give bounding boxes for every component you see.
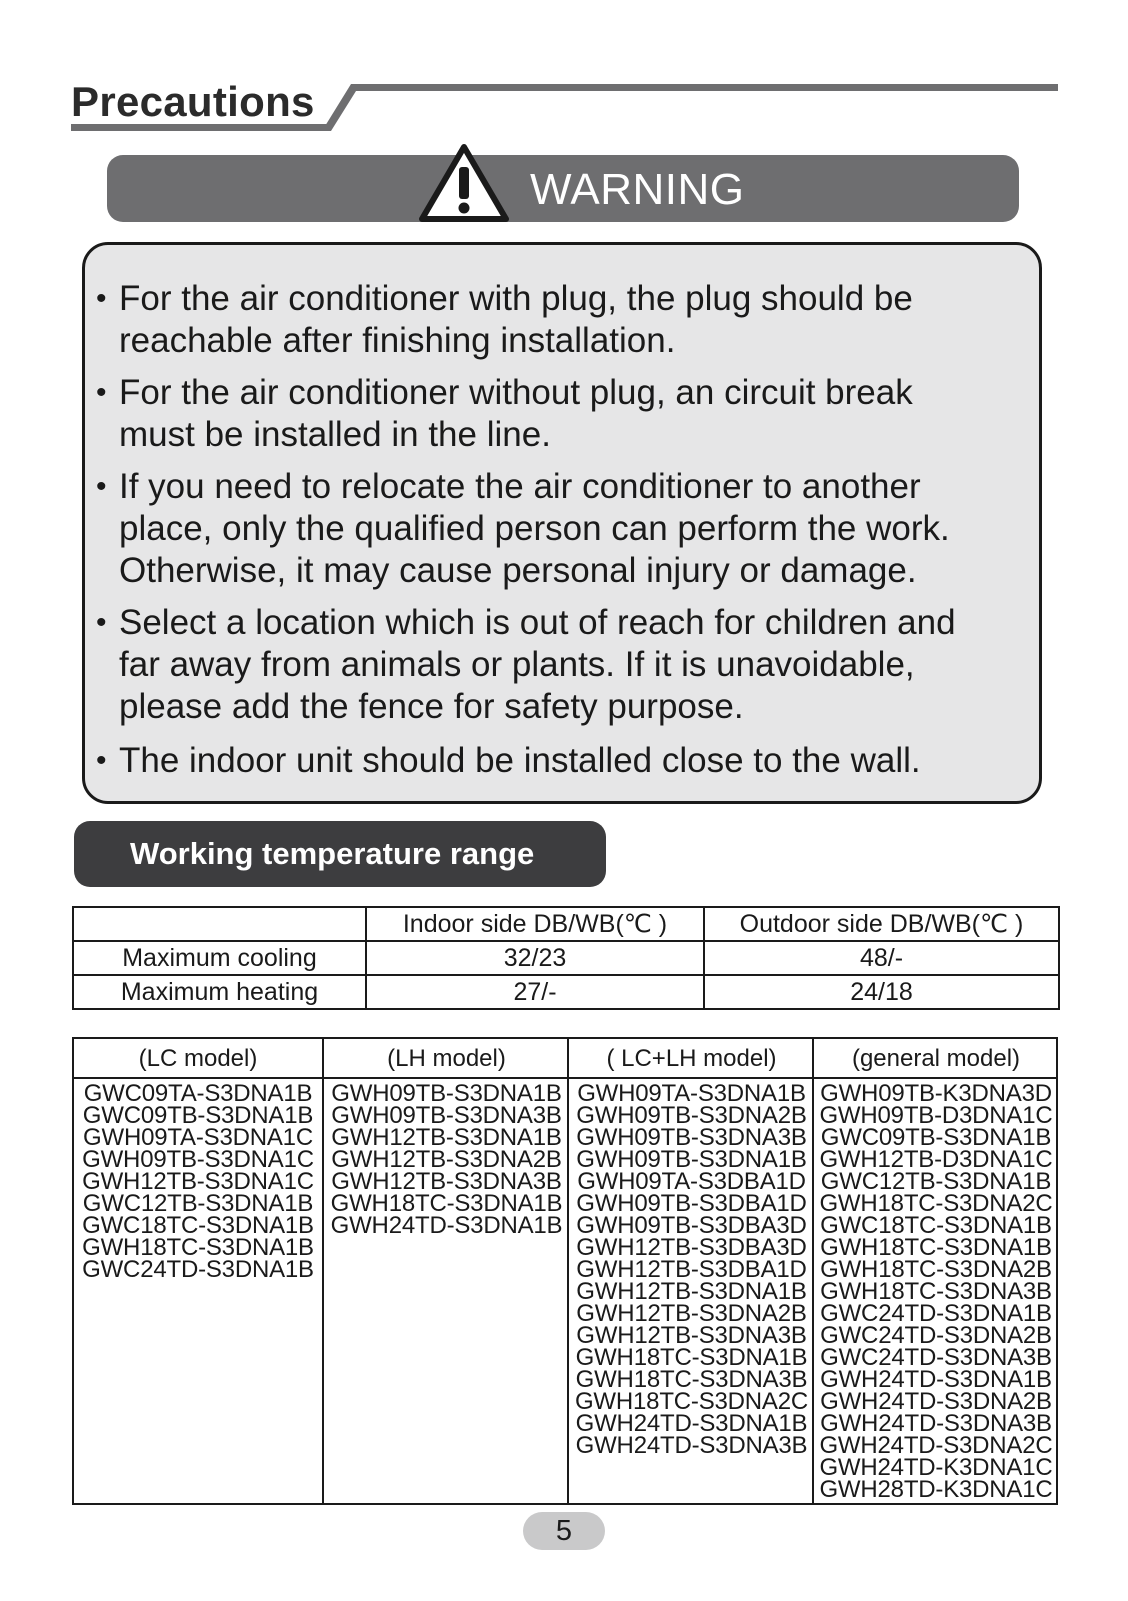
model-list-item: GWC18TC-S3DNA1B <box>820 1212 1052 1239</box>
model-list-item: GWH18TC-S3DNA2C <box>819 1190 1053 1217</box>
model-list-item: GWH09TA-S3DBA1D <box>577 1168 806 1195</box>
model-list-item: GWH24TD-S3DNA1B <box>820 1366 1052 1393</box>
model-list-item: GWH12TB-S3DNA1C <box>82 1168 314 1195</box>
model-list-item: GWH24TD-S3DNA2C <box>819 1432 1053 1459</box>
bullet-dot: • <box>96 282 107 315</box>
warning-item <box>96 740 1036 782</box>
model-list-item: GWH12TB-D3DNA1C <box>819 1146 1053 1173</box>
model-list-item: GWH24TD-K3DNA1C <box>819 1454 1053 1481</box>
model-list-item: GWH12TB-S3DNA1B <box>576 1278 807 1305</box>
temperature-table <box>72 906 1060 1010</box>
model-list-item: GWC09TA-S3DNA1B <box>83 1080 313 1107</box>
model-column-header: (LC model) <box>138 1045 258 1072</box>
model-list <box>569 1080 814 1459</box>
model-list-item: GWH18TC-S3DNA3B <box>820 1278 1052 1305</box>
table-header-cell: Indoor side DB/WB(℃ ) <box>366 907 704 941</box>
model-list-item: GWH09TA-S3DNA1B <box>577 1080 806 1107</box>
model-list-item: GWC24TD-S3DNA3B <box>820 1344 1052 1371</box>
model-list-item: GWH09TA-S3DNA1C <box>83 1124 313 1151</box>
model-list-item: GWH09TB-K3DNA3D <box>820 1080 1052 1107</box>
model-list-item: GWH18TC-S3DNA3B <box>575 1366 808 1393</box>
model-list-item: GWC09TB-S3DNA1B <box>82 1102 314 1129</box>
model-list-item: GWH09TB-S3DNA1B <box>576 1146 807 1173</box>
model-list-item: GWH09TB-S3DNA1C <box>82 1146 314 1173</box>
model-table <box>72 1037 1058 1505</box>
table-cell: Maximum heating <box>73 975 366 1009</box>
model-list-item: GWH09TB-S3DNA2B <box>576 1102 807 1129</box>
warning-item <box>96 278 1036 362</box>
model-list-item: GWH09TB-D3DNA1C <box>819 1102 1053 1129</box>
table-header-row <box>73 907 1059 941</box>
model-list-item: GWC18TC-S3DNA1B <box>82 1212 314 1239</box>
warning-item-text: For the air conditioner with plug, the plug should be reachable after finishing installation. <box>119 279 913 360</box>
model-list-item: GWH24TD-S3DNA3B <box>575 1432 808 1459</box>
model-column <box>322 1039 569 1503</box>
model-list-item: GWH18TC-S3DNA2C <box>574 1388 809 1415</box>
model-list-item: GWH18TC-S3DNA1B <box>820 1234 1052 1261</box>
warning-item <box>96 372 1036 456</box>
table-row <box>73 975 1059 1009</box>
model-list-item: GWC09TB-S3DNA1B <box>820 1124 1052 1151</box>
model-list-item: GWH18TC-S3DNA1B <box>575 1344 808 1371</box>
model-list-item: GWC12TB-S3DNA1B <box>82 1190 314 1217</box>
model-list-item: GWH12TB-S3DNA3B <box>576 1322 807 1349</box>
section-heading: Working temperature range <box>130 836 535 871</box>
bullet-dot: • <box>96 376 107 409</box>
model-list <box>814 1080 1058 1503</box>
model-list-item: GWC24TD-S3DNA2B <box>820 1322 1052 1349</box>
model-list-item: GWH09TB-S3DNA3B <box>576 1124 807 1151</box>
table-cell: Maximum cooling <box>73 941 366 975</box>
model-list-item: GWH12TB-S3DBA3D <box>576 1234 807 1261</box>
warning-item-text: If you need to relocate the air conditioner to another place, only the qualified person can perform the work. Otherwise, it may cause personal injury or damage. <box>119 467 950 590</box>
model-list-item: GWH09TB-S3DBA3D <box>576 1212 807 1239</box>
model-list-item: GWH18TC-S3DNA1B <box>82 1234 314 1261</box>
model-column-header: ( LC+LH model) <box>606 1045 777 1072</box>
model-list-item: GWH24TD-S3DNA3B <box>820 1410 1052 1437</box>
model-list-item: GWH12TB-S3DNA2B <box>331 1146 562 1173</box>
model-list-item: GWH12TB-S3DNA2B <box>576 1300 807 1327</box>
model-column <box>567 1039 814 1503</box>
model-list <box>324 1080 569 1239</box>
model-list-item: GWH09TB-S3DNA1B <box>331 1080 562 1107</box>
table-cell: 32/23 <box>366 941 704 975</box>
model-list-item: GWH12TB-S3DNA3B <box>331 1168 562 1195</box>
table-row <box>73 941 1059 975</box>
model-list-item: GWH12TB-S3DBA1D <box>576 1256 807 1283</box>
model-list-item: GWH12TB-S3DNA1B <box>331 1124 562 1151</box>
table-cell: 27/- <box>366 975 704 1009</box>
model-list-item: GWC24TD-S3DNA1B <box>820 1300 1052 1327</box>
table-cell: 48/- <box>704 941 1059 975</box>
bullet-dot: • <box>96 744 107 777</box>
warning-item-text: Select a location which is out of reach for children and far away from animals or plants. If it is unavoidable, please add the fence for safety purpose. <box>119 603 956 726</box>
model-list-item: GWH24TD-S3DNA1B <box>575 1410 808 1437</box>
warning-item-text: The indoor unit should be installed close to the wall. <box>119 741 921 780</box>
table-header-cell <box>73 907 366 941</box>
page-title: Precautions <box>71 78 315 125</box>
model-column-header: (LH model) <box>387 1045 506 1072</box>
model-list-item: GWH09TB-S3DNA3B <box>331 1102 562 1129</box>
header-divider <box>74 1077 1056 1079</box>
model-list-item: GWH09TB-S3DBA1D <box>576 1190 807 1217</box>
model-list-item: GWC24TD-S3DNA1B <box>82 1256 314 1283</box>
warning-label: WARNING <box>530 165 745 214</box>
warning-item <box>96 466 1036 592</box>
model-list-item: GWH18TC-S3DNA1B <box>330 1190 563 1217</box>
model-column <box>812 1039 1058 1503</box>
warning-item-text: For the air conditioner without plug, an circuit break must be installed in the line. <box>119 373 913 454</box>
model-list <box>74 1080 322 1283</box>
model-list-item: GWH28TD-K3DNA1C <box>819 1476 1053 1503</box>
warning-triangle-icon <box>418 143 510 223</box>
page-number: 5 <box>555 1515 573 1547</box>
model-column-header: (general model) <box>851 1045 1021 1072</box>
model-column <box>74 1039 322 1503</box>
bullet-dot: • <box>96 470 107 503</box>
table-cell: 24/18 <box>704 975 1059 1009</box>
table-header-cell: Outdoor side DB/WB(℃ ) <box>704 907 1059 941</box>
model-list-item: GWH24TD-S3DNA2B <box>820 1388 1052 1415</box>
bullet-dot: • <box>96 606 107 639</box>
model-list-item: GWC12TB-S3DNA1B <box>820 1168 1052 1195</box>
warning-item <box>96 602 1036 728</box>
model-list-item: GWH18TC-S3DNA2B <box>820 1256 1052 1283</box>
model-list-item: GWH24TD-S3DNA1B <box>330 1212 563 1239</box>
